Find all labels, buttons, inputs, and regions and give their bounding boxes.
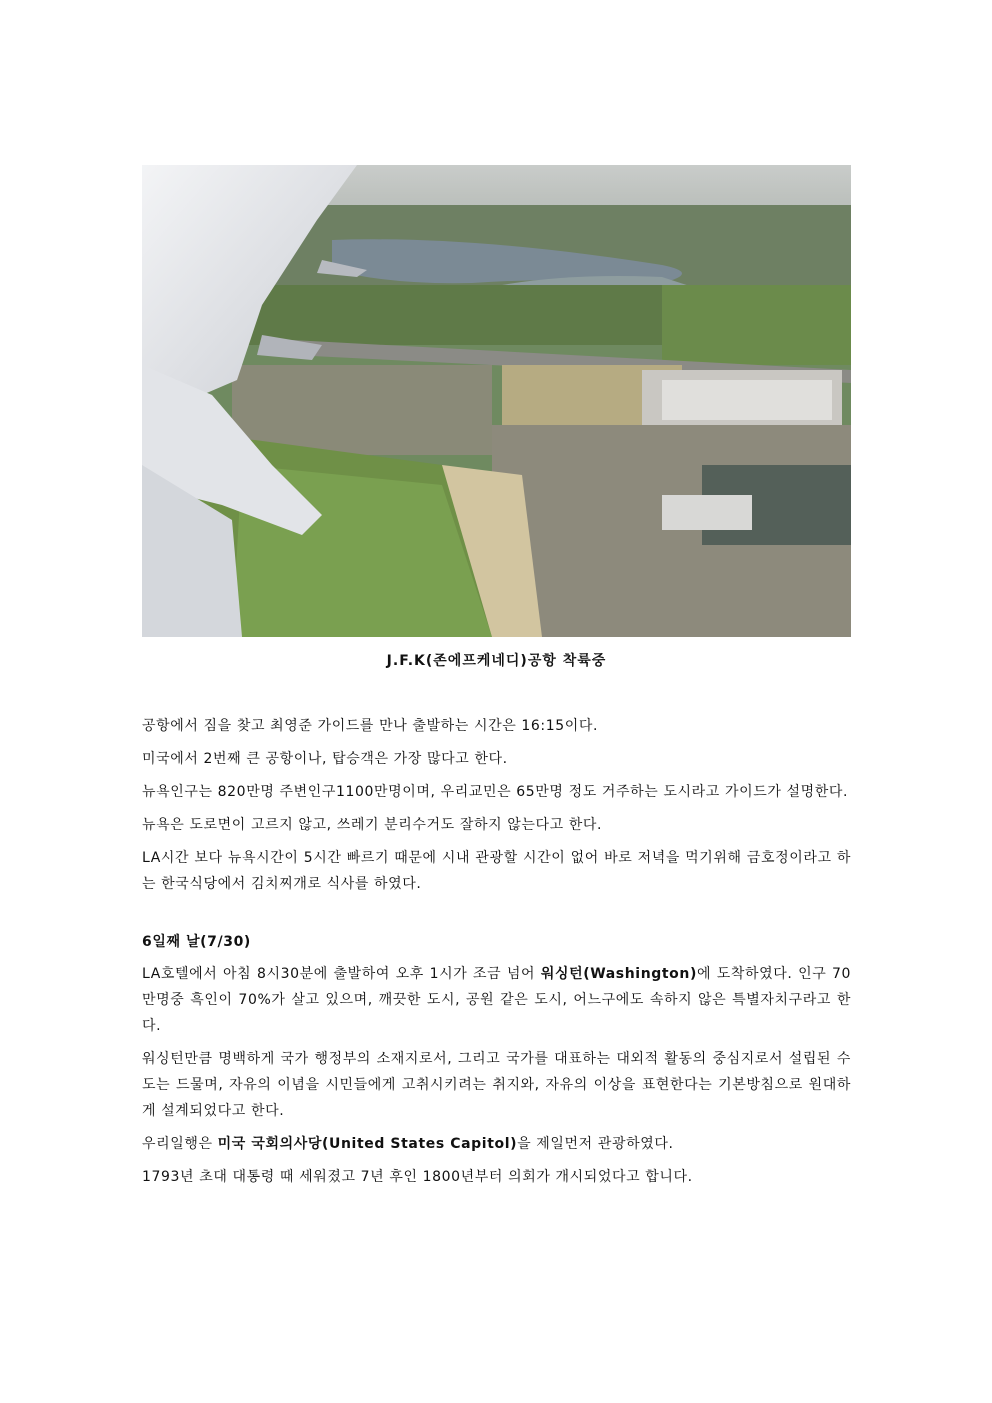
aerial-view-image (142, 165, 851, 637)
paragraph: 미국에서 2번째 큰 공항이나, 탑승객은 가장 많다고 한다. (142, 751, 508, 767)
photo-caption: J.F.K(존에프케네디)공항 착륙중 (386, 653, 607, 669)
paragraph: 워싱턴만큼 명백하게 국가 행정부의 소재지로서, 그리고 국가를 대표하는 대외적 활동의 중심지로서 설립된 수도는 드물며, 자유의 이념을 시민들에게 고취시키려는 취지와, 자유의 이상을 표현한다는 기본방침으로 원대하게 설계되었다고 한다. (142, 1051, 851, 1119)
airport-landing-photo (142, 165, 851, 637)
text-run: LA호텔에서 아침 8시30분에 출발하여 오후 1시가 조금 넘어 (142, 966, 541, 982)
text-run: 우리일행은 (142, 1136, 218, 1152)
paragraph: 뉴욕인구는 820만명 주변인구1100만명이며, 우리교민은 65만명 정도 거주하는 도시라고 가이드가 설명한다. (142, 784, 849, 800)
section-heading-day6: 6일째 날(7/30) (142, 934, 251, 950)
paragraph: 뉴욕은 도로면이 고르지 않고, 쓰레기 분리수거도 잘하지 않는다고 한다. (142, 817, 603, 833)
document-body (142, 713, 851, 1197)
bold-place-name: 미국 국회의사당(United States Capitol) (217, 1136, 518, 1152)
paragraph-capitol-visit (142, 1131, 851, 1157)
text-run: 에 도착하였다. 인구 70만명중 흑인이 70%가 살고 있으며, 깨끗한 도시, 공원 같은 도시, 어느구에도 속하지 않은 특별자치구라고 한다. (142, 966, 851, 1034)
paragraph: 1793년 초대 대통령 때 세워졌고 7년 후인 1800년부터 의회가 개시되었다고 합니다. (142, 1169, 693, 1185)
paragraph-washington-arrival (142, 961, 851, 1039)
paragraph: LA시간 보다 뉴욕시간이 5시간 빠르기 때문에 시내 관광할 시간이 없어 바로 저녁을 먹기위해 금호정이라고 하는 한국식당에서 김치찌개로 식사를 하였다. (142, 850, 851, 892)
paragraph: 공항에서 짐을 찾고 최영준 가이드를 만나 출발하는 시간은 16:15이다. (142, 718, 599, 734)
bold-place-name: 워싱턴(Washington) (540, 966, 697, 982)
text-run: 을 제일먼저 관광하였다. (517, 1136, 674, 1152)
